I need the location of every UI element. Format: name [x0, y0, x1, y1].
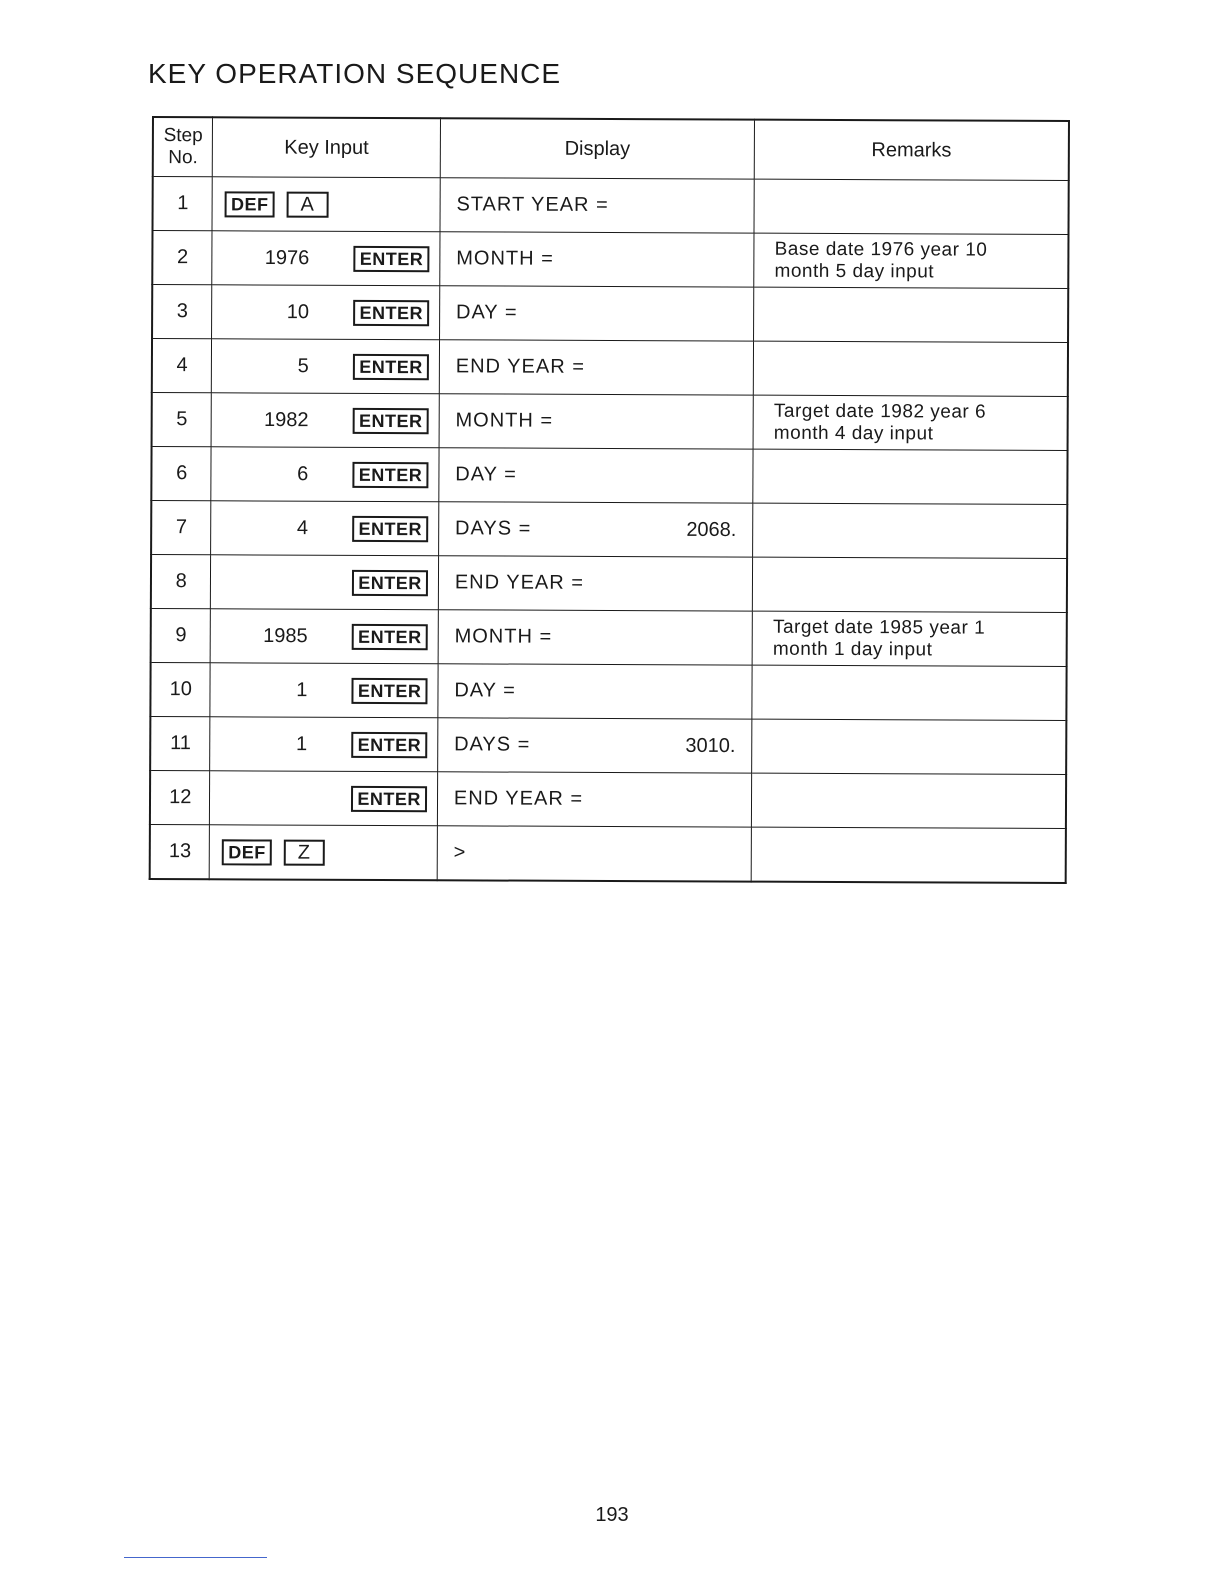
display-label: DAY = — [455, 463, 517, 486]
table-row — [151, 608, 1067, 666]
display-cell — [437, 772, 752, 827]
step-number: 13 — [150, 824, 210, 879]
key-input-cell — [212, 339, 440, 394]
step-number: 4 — [152, 339, 212, 393]
remark-line: Target date 1982 year 6 — [773, 400, 987, 423]
display-value: 2068. — [686, 518, 737, 541]
enter-key: ENTER — [354, 245, 430, 271]
step-number: 3 — [152, 285, 212, 339]
table-row — [152, 339, 1068, 397]
key-input-value: 4 — [296, 516, 309, 539]
def-key: DEF — [222, 839, 272, 865]
step-number: 6 — [151, 447, 211, 501]
enter-key: ENTER — [353, 353, 429, 379]
header-step-line2: No. — [168, 147, 198, 169]
display-cell — [440, 178, 755, 233]
display-label: END YEAR = — [454, 571, 585, 594]
enter-key: ENTER — [352, 731, 428, 757]
key-input-cell — [210, 717, 438, 772]
key-input-value: 10 — [286, 300, 310, 323]
step-number: 8 — [151, 555, 211, 609]
def-key: DEF — [225, 191, 275, 217]
enter-key: ENTER — [353, 461, 429, 487]
remarks-cell — [752, 719, 1067, 774]
remarks-cell — [752, 665, 1067, 720]
header-step-no — [153, 117, 213, 177]
key-input-cell — [212, 177, 440, 232]
header-remarks: Remarks — [754, 120, 1069, 181]
page-title: KEY OPERATION SEQUENCE — [148, 58, 562, 89]
key-input-value: 1985 — [263, 624, 308, 647]
table-row — [153, 177, 1069, 235]
remark-line: month 4 day input — [773, 422, 934, 444]
header-key-input: Key Input — [213, 117, 441, 177]
display-label: MONTH = — [455, 409, 554, 432]
display-cell — [437, 826, 752, 882]
table-row — [150, 662, 1066, 720]
remarks-cell — [754, 233, 1069, 288]
display-label: DAY = — [454, 679, 516, 702]
step-number: 9 — [151, 608, 211, 662]
key-input-value: 6 — [297, 462, 309, 485]
display-cell — [439, 448, 754, 503]
display-cell — [438, 556, 753, 611]
table-row — [150, 716, 1066, 774]
display-label: END YEAR = — [455, 355, 585, 378]
step-number: 11 — [150, 716, 210, 770]
page-number: 193 — [595, 1504, 629, 1526]
a-key: A — [286, 191, 328, 217]
table-row — [152, 285, 1068, 343]
remarks-cell — [753, 557, 1068, 612]
remark-line: month 5 day input — [774, 260, 935, 282]
table-row — [150, 824, 1066, 882]
key-input-cell — [212, 285, 440, 340]
step-number: 7 — [151, 501, 211, 555]
display-label: MONTH = — [456, 247, 554, 270]
key-input-cell — [211, 609, 439, 664]
remarks-cell — [752, 773, 1067, 828]
table-row — [152, 393, 1068, 451]
key-input-value: 1 — [296, 678, 308, 701]
key-input-cell — [212, 231, 440, 286]
key-input-value: 1976 — [264, 246, 310, 269]
key-operation-table — [149, 116, 1070, 884]
header-step-line1: Step — [163, 125, 203, 147]
remarks-cell — [753, 341, 1068, 396]
remarks-cell — [753, 503, 1068, 558]
display-label: DAY = — [455, 301, 518, 324]
table-row — [151, 555, 1067, 613]
step-number: 1 — [153, 177, 213, 231]
display-cell — [440, 232, 755, 287]
enter-key: ENTER — [353, 299, 429, 325]
remarks-cell — [751, 827, 1066, 883]
header-display: Display — [440, 118, 755, 179]
display-label: START YEAR = — [456, 193, 609, 216]
display-value: 3010. — [685, 734, 736, 757]
display-cell — [439, 394, 754, 449]
key-input-cell — [210, 663, 438, 718]
key-input-value: 5 — [297, 354, 309, 377]
table-row — [151, 447, 1067, 505]
remark-line: Target date 1985 year 1 — [772, 616, 986, 639]
enter-key: ENTER — [351, 785, 427, 811]
key-input-cell — [211, 447, 439, 502]
step-number: 12 — [150, 770, 210, 824]
z-key: Z — [284, 839, 325, 865]
remarks-cell — [754, 179, 1069, 234]
key-input-value: 1 — [295, 732, 308, 755]
footer-rule — [124, 1557, 267, 1558]
key-input-cell — [210, 825, 438, 880]
display-cell — [438, 610, 753, 665]
step-number: 5 — [152, 393, 212, 447]
remarks-cell — [753, 449, 1068, 504]
display-cell — [438, 502, 753, 557]
display-cell — [439, 286, 754, 341]
display-cell — [439, 340, 754, 395]
enter-key: ENTER — [352, 623, 428, 649]
display-label: > — [453, 841, 467, 864]
enter-key: ENTER — [353, 515, 429, 541]
key-input-cell — [211, 393, 439, 448]
key-input-cell — [211, 555, 439, 610]
step-number: 10 — [150, 662, 210, 716]
key-input-cell — [211, 501, 439, 556]
remarks-cell — [752, 611, 1067, 666]
key-combination — [225, 191, 328, 217]
remarks-cell — [753, 395, 1068, 450]
display-label: DAYS = — [454, 733, 531, 756]
remark-line: Base date 1976 year 10 — [774, 238, 988, 261]
enter-key: ENTER — [352, 569, 428, 595]
table-row — [151, 501, 1067, 559]
key-combination — [222, 839, 324, 865]
remark-line: month 1 day input — [772, 638, 933, 660]
display-label: END YEAR = — [453, 787, 584, 810]
key-input-cell — [210, 771, 438, 826]
table-header-row — [153, 117, 1069, 180]
display-label: MONTH = — [454, 625, 553, 648]
enter-key: ENTER — [352, 677, 428, 703]
display-cell — [438, 664, 753, 719]
display-label: DAYS = — [455, 517, 532, 540]
table-row — [152, 231, 1068, 289]
enter-key: ENTER — [353, 407, 429, 433]
remarks-cell — [754, 287, 1069, 342]
table-row — [150, 770, 1066, 828]
key-input-value: 1982 — [264, 408, 309, 431]
step-number: 2 — [152, 231, 212, 285]
display-cell — [438, 718, 753, 773]
